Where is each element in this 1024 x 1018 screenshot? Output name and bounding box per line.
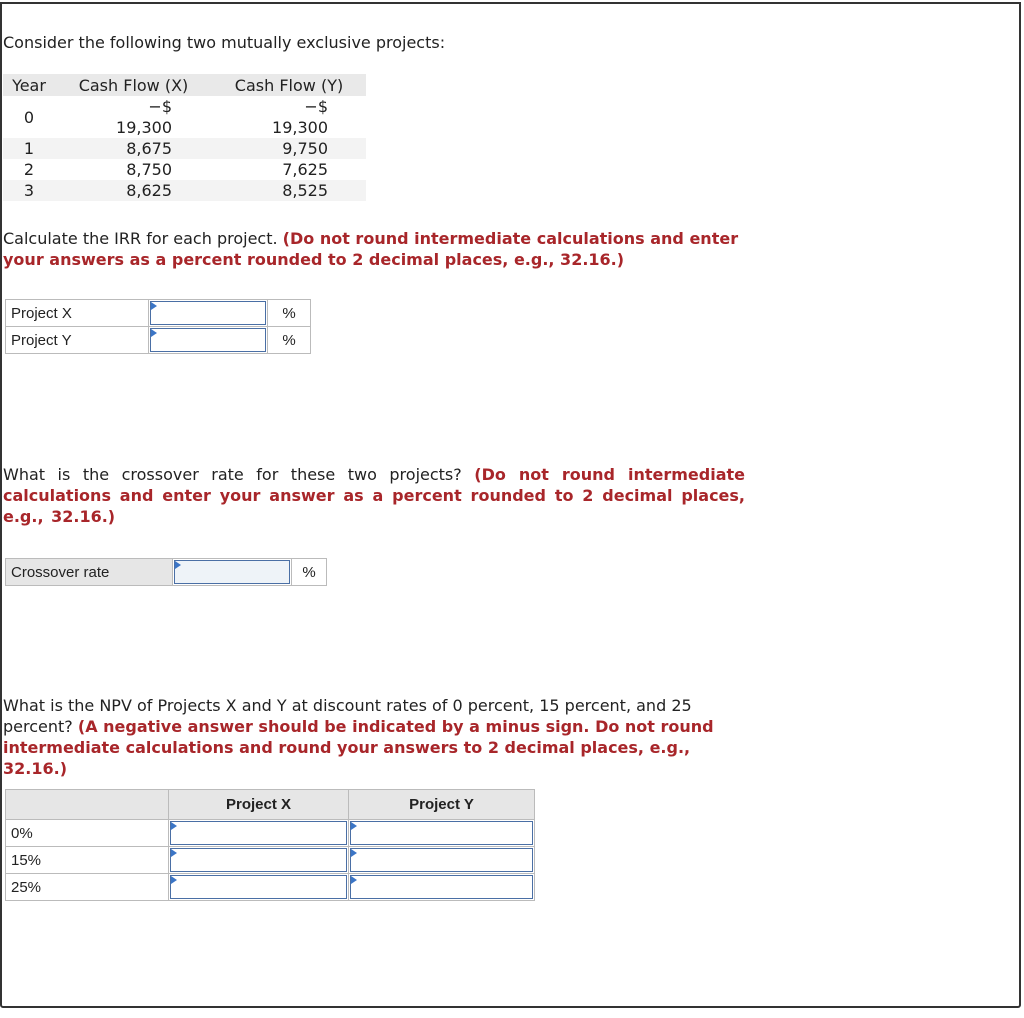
irr-answer-table bbox=[5, 299, 311, 354]
cashflow-row-3 bbox=[3, 180, 366, 201]
cash-flow-x-value: 19,300 bbox=[116, 118, 172, 137]
cashflow-header-row bbox=[3, 74, 366, 96]
npv-header-row bbox=[6, 790, 535, 820]
irr-row-project-x bbox=[6, 300, 311, 327]
cash-flow-x-cell: 8,750 bbox=[126, 160, 172, 179]
cashflow-row-1 bbox=[3, 138, 366, 159]
cashflow-row-0 bbox=[3, 96, 366, 138]
crossover-question-text: What is the crossover rate for these two projects? bbox=[3, 465, 462, 484]
npv-rate-label: 15% bbox=[6, 847, 169, 874]
irr-input-cell bbox=[149, 300, 268, 327]
npv-answer-table bbox=[5, 789, 535, 901]
irr-project-x-input[interactable] bbox=[150, 301, 266, 325]
crossover-input-cell bbox=[173, 559, 292, 586]
npv-header-blank bbox=[6, 790, 169, 820]
npv-25-project-x-input[interactable] bbox=[170, 875, 347, 899]
irr-input-cell bbox=[149, 327, 268, 354]
header-cash-flow-x: Cash Flow (X) bbox=[55, 74, 212, 96]
crossover-question bbox=[3, 464, 745, 527]
cash-flow-y-sign: −$ bbox=[304, 97, 328, 116]
npv-instruction: (A negative answer should be indicated by a minus sign. Do not round intermediate calculations and round your answers to 2 decimal places, e.g., 32.16.) bbox=[3, 717, 714, 778]
irr-project-y-input[interactable] bbox=[150, 328, 266, 352]
npv-question-text: What is the NPV of Projects X and Y at discount rates of 0 percent, 15 percent, and 25 percent? bbox=[3, 696, 692, 736]
npv-rate-label: 0% bbox=[6, 820, 169, 847]
crossover-label: Crossover rate bbox=[6, 559, 173, 586]
irr-label-project-y: Project Y bbox=[6, 327, 149, 354]
npv-input-cell bbox=[169, 820, 349, 847]
npv-question bbox=[3, 695, 733, 779]
npv-input-cell bbox=[349, 847, 535, 874]
header-cash-flow-y: Cash Flow (Y) bbox=[212, 74, 366, 96]
crossover-instruction: (Do not round intermediate calculations and enter your answer as a percent rounded to 2 decimal places, e.g., 32.16.) bbox=[3, 465, 745, 526]
crossover-rate-input[interactable] bbox=[174, 560, 290, 584]
npv-rate-label: 25% bbox=[6, 874, 169, 901]
npv-0-project-y-input[interactable] bbox=[350, 821, 533, 845]
percent-unit: % bbox=[292, 559, 327, 586]
year-cell: 0 bbox=[23, 107, 35, 127]
cash-flow-y-cell bbox=[212, 96, 366, 138]
cashflow-table bbox=[3, 74, 366, 201]
irr-row-project-y bbox=[6, 327, 311, 354]
crossover-row bbox=[6, 559, 327, 586]
header-year: Year bbox=[3, 74, 55, 96]
cash-flow-y-cell: 7,625 bbox=[282, 160, 328, 179]
cashflow-row-2 bbox=[3, 159, 366, 180]
cash-flow-y-cell: 9,750 bbox=[212, 138, 366, 159]
crossover-answer-table bbox=[5, 558, 327, 586]
npv-header-project-x: Project X bbox=[169, 790, 349, 820]
cash-flow-x-cell bbox=[55, 96, 212, 138]
npv-input-cell bbox=[169, 874, 349, 901]
cash-flow-x-cell: 8,625 bbox=[55, 180, 212, 201]
npv-input-cell bbox=[349, 874, 535, 901]
npv-15-project-y-input[interactable] bbox=[350, 848, 533, 872]
percent-unit: % bbox=[268, 300, 311, 327]
npv-15-project-x-input[interactable] bbox=[170, 848, 347, 872]
irr-instruction: (Do not round intermediate calculations and enter your answers as a percent rounded to 2 decimal places, e.g., 32.16.) bbox=[3, 229, 739, 269]
npv-input-cell bbox=[349, 820, 535, 847]
intro-text: Consider the following two mutually exclusive projects: bbox=[3, 33, 446, 52]
cash-flow-x-cell: 8,675 bbox=[55, 138, 212, 159]
npv-row-0 bbox=[6, 820, 535, 847]
percent-unit: % bbox=[268, 327, 311, 354]
cash-flow-y-value: 19,300 bbox=[272, 118, 328, 137]
year-cell: 2 bbox=[23, 160, 35, 179]
npv-input-cell bbox=[169, 847, 349, 874]
irr-question-text: Calculate the IRR for each project. bbox=[3, 229, 278, 248]
cash-flow-x-sign: −$ bbox=[148, 97, 172, 116]
cash-flow-y-cell: 8,525 bbox=[212, 180, 366, 201]
irr-question bbox=[3, 228, 743, 270]
npv-25-project-y-input[interactable] bbox=[350, 875, 533, 899]
irr-label-project-x: Project X bbox=[6, 300, 149, 327]
npv-row-15 bbox=[6, 847, 535, 874]
npv-0-project-x-input[interactable] bbox=[170, 821, 347, 845]
npv-row-25 bbox=[6, 874, 535, 901]
year-cell: 3 bbox=[3, 180, 55, 201]
year-cell: 1 bbox=[3, 138, 55, 159]
npv-header-project-y: Project Y bbox=[349, 790, 535, 820]
